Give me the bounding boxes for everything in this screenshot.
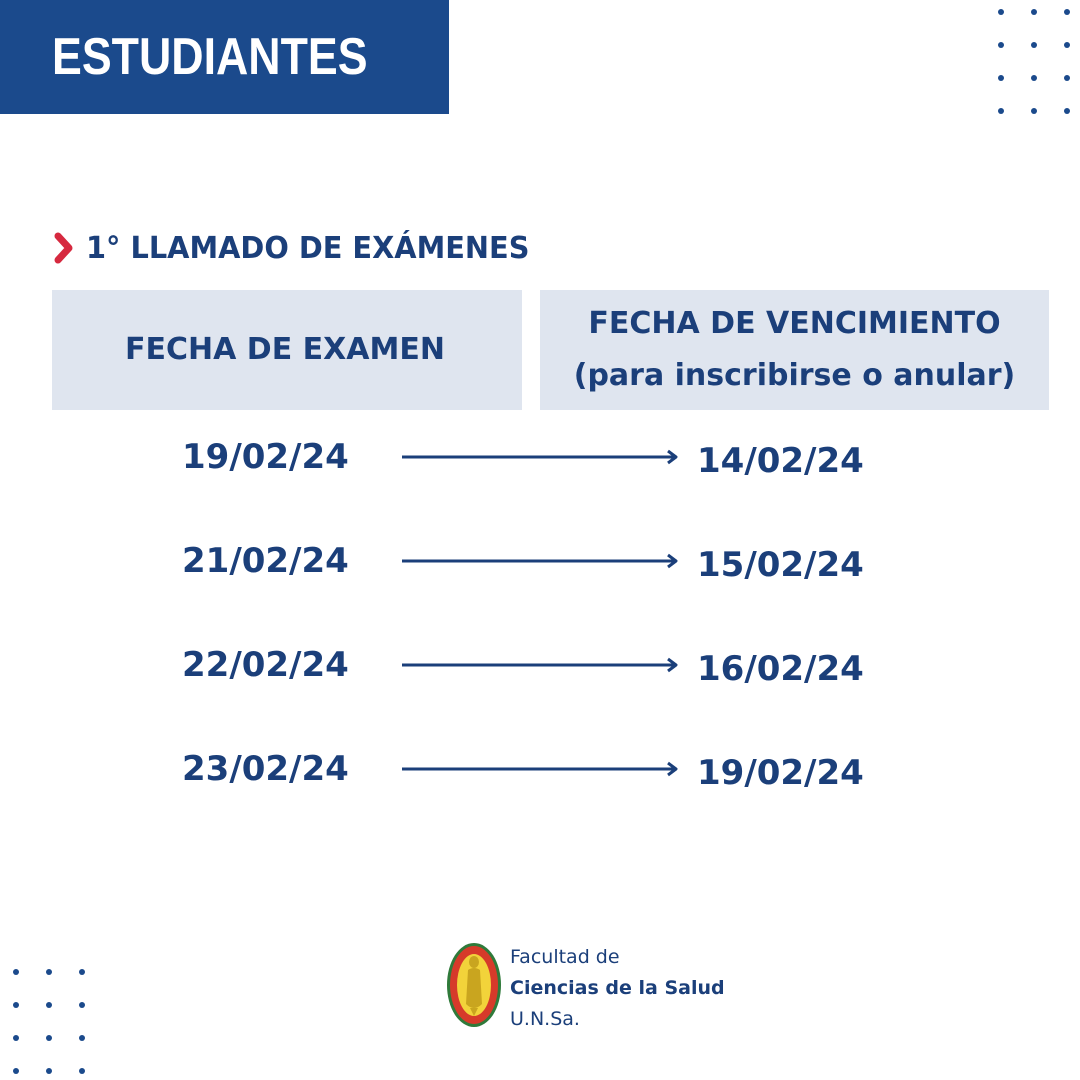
faculty-name-line3: U.N.Sa. [510,1008,580,1030]
university-seal-icon [446,942,502,1028]
exam-date: 23/02/24 [182,749,349,789]
faculty-logo [446,940,766,1030]
section-heading [52,228,548,268]
exam-date-column-header [52,290,522,410]
due-date: 19/02/24 [697,753,864,793]
table-row [0,645,1080,705]
arrow-right-icon [400,761,682,777]
due-date: 14/02/24 [697,441,864,481]
decorative-dots-bottom-left [13,969,85,1074]
faculty-name [510,942,725,1035]
table-row [0,749,1080,809]
table-row [0,437,1080,497]
arrow-right-icon [400,657,682,673]
due-date-column-header [540,290,1049,410]
arrow-right-icon [400,449,682,465]
banner-title: ESTUDIANTES [52,28,368,86]
arrow-right-icon [400,553,682,569]
exam-date-header-label: FECHA DE EXAMEN [125,332,445,367]
table-row [0,541,1080,601]
header-banner [0,0,449,114]
due-date: 16/02/24 [697,649,864,689]
faculty-name-line1: Facultad de [510,946,620,968]
section-title: 1° LLAMADO DE EXÁMENES [86,230,530,266]
faculty-name-line2: Ciencias de la Salud [510,977,725,999]
exam-date: 22/02/24 [182,645,349,685]
exam-date: 21/02/24 [182,541,349,581]
due-date: 15/02/24 [697,545,864,585]
due-date-header-label: FECHA DE VENCIMIENTO [588,306,1001,341]
due-date-header-sublabel: (para inscribirse o anular) [573,358,1016,393]
exam-date: 19/02/24 [182,437,349,477]
decorative-dots-top-right [998,9,1070,114]
chevron-right-icon [52,230,78,266]
